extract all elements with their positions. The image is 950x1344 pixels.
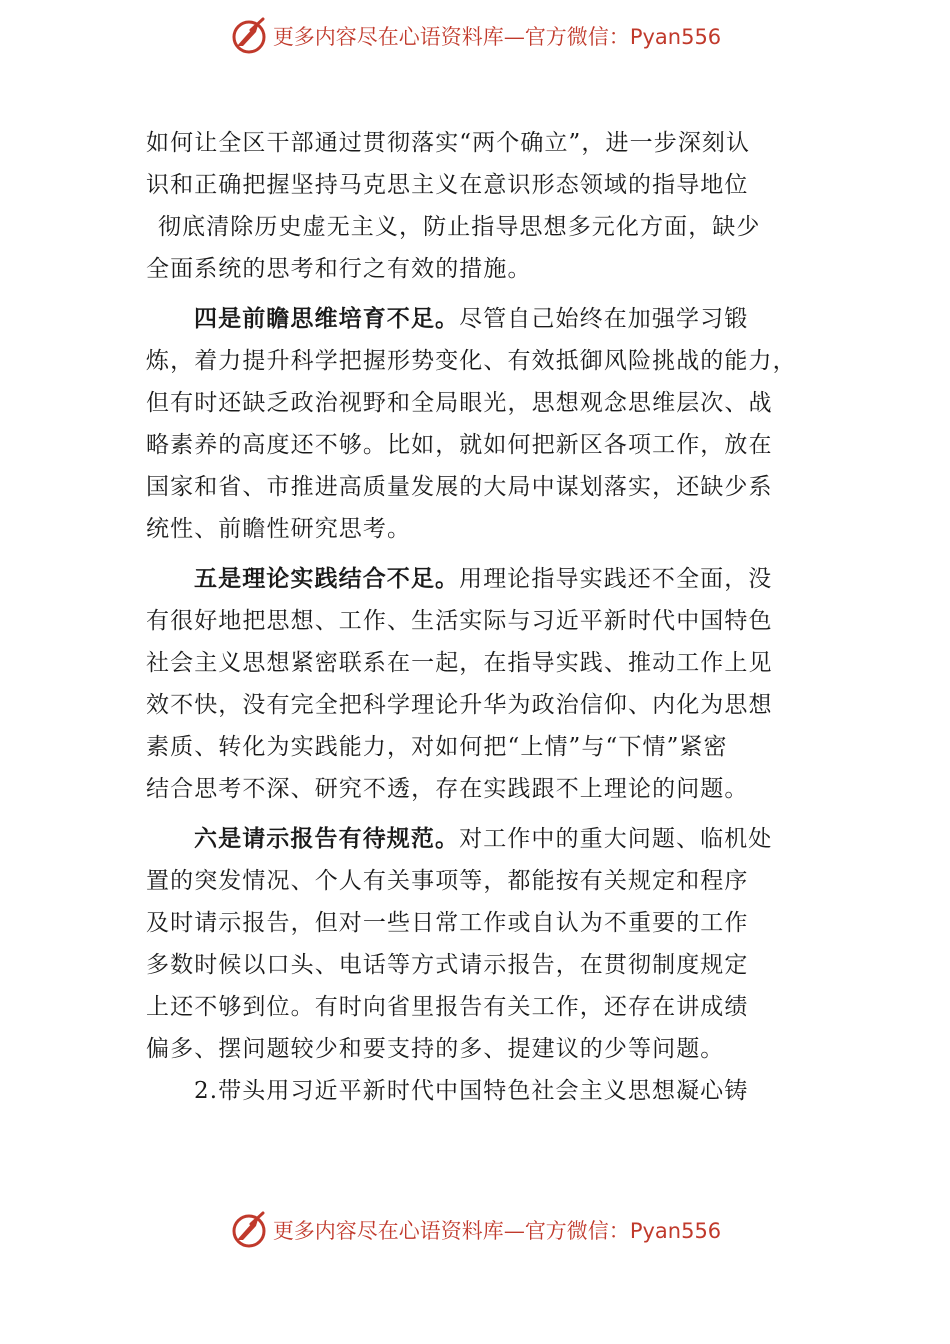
paragraph-2 <box>146 298 810 550</box>
banner-wechat-label: 官方微信： <box>524 1219 630 1243</box>
text-line: 用理论指导实践还不全面，没 <box>459 566 773 592</box>
brush-logo-icon <box>229 16 269 56</box>
text-line: 全面系统的思考和行之有效的措施。 <box>146 256 532 282</box>
text-line: 多数时候以口头、电话等方式请示报告，在贯彻制度规定 <box>146 952 749 978</box>
text-line: 国家和省、市推进高质量发展的大局中谋划落实，还缺少系 <box>146 474 773 500</box>
text-line: 效不快，没有完全把科学理论升华为政治信仰、内化为思想 <box>146 692 773 718</box>
banner-title: 更多内容尽在心语资料库 <box>272 25 504 49</box>
brush-logo-icon <box>229 1210 269 1250</box>
banner-wechat-id: Pyan556 <box>629 1219 722 1243</box>
paragraph-lead: 四是前瞻思维培育不足。 <box>194 306 460 332</box>
text-line: 社会主义思想紧密联系在一起，在指导实践、推动工作上见 <box>146 650 773 676</box>
paragraph-lead: 六是请示报告有待规范。 <box>194 826 460 852</box>
text-line: 尽管自己始终在加强学习锻 <box>459 306 749 332</box>
paragraph-lead: 五是理论实践结合不足。 <box>194 566 460 592</box>
text-line: 炼，着力提升科学把握形势变化、有效抵御风险挑战的能力， <box>146 348 797 374</box>
text-line: 2.带头用习近平新时代中国特色社会主义思想凝心铸 <box>194 1078 749 1104</box>
document-body <box>146 122 810 1112</box>
text-line: 结合思考不深、研究不透，存在实践跟不上理论的问题。 <box>146 776 749 802</box>
text-line: 彻底清除历史虚无主义，防止指导思想多元化方面，缺少 <box>158 214 761 240</box>
text-line: 素质、转化为实践能力，对如何把“上情”与“下情”紧密 <box>146 734 728 760</box>
text-line: 有很好地把思想、工作、生活实际与习近平新时代中国特色 <box>146 608 773 634</box>
paragraph-5 <box>146 1070 810 1112</box>
text-line: 及时请示报告，但对一些日常工作或自认为不重要的工作 <box>146 910 749 936</box>
paragraph-1 <box>146 122 810 290</box>
banner-wechat-id: Pyan556 <box>629 25 722 49</box>
banner-title: 更多内容尽在心语资料库 <box>272 1219 504 1243</box>
text-line: 但有时还缺乏政治视野和全局眼光，思想观念思维层次、战 <box>146 390 773 416</box>
text-line: 如何让全区干部通过贯彻落实“两个确立”，进一步深刻认 <box>146 130 751 156</box>
text-line: 统性、前瞻性研究思考。 <box>146 516 412 542</box>
banner-dash: — <box>503 25 525 49</box>
banner-text <box>273 1215 721 1245</box>
text-line: 上还不够到位。有时向省里报告有关工作，还存在讲成绩 <box>146 994 749 1020</box>
text-line: 置的突发情况、个人有关事项等，都能按有关规定和程序 <box>146 868 749 894</box>
banner-text <box>273 21 721 51</box>
paragraph-4 <box>146 818 810 1070</box>
header-banner <box>0 14 950 58</box>
text-line: 识和正确把握坚持马克思主义在意识形态领域的指导地位 <box>146 172 749 198</box>
text-line: 偏多、摆问题较少和要支持的多、提建议的少等问题。 <box>146 1036 725 1062</box>
banner-dash: — <box>503 1219 525 1243</box>
text-line: 对工作中的重大问题、临机处 <box>459 826 773 852</box>
paragraph-3 <box>146 558 810 810</box>
banner-wechat-label: 官方微信： <box>524 25 630 49</box>
text-line: 略素养的高度还不够。比如，就如何把新区各项工作，放在 <box>146 432 773 458</box>
footer-banner <box>0 1208 950 1252</box>
